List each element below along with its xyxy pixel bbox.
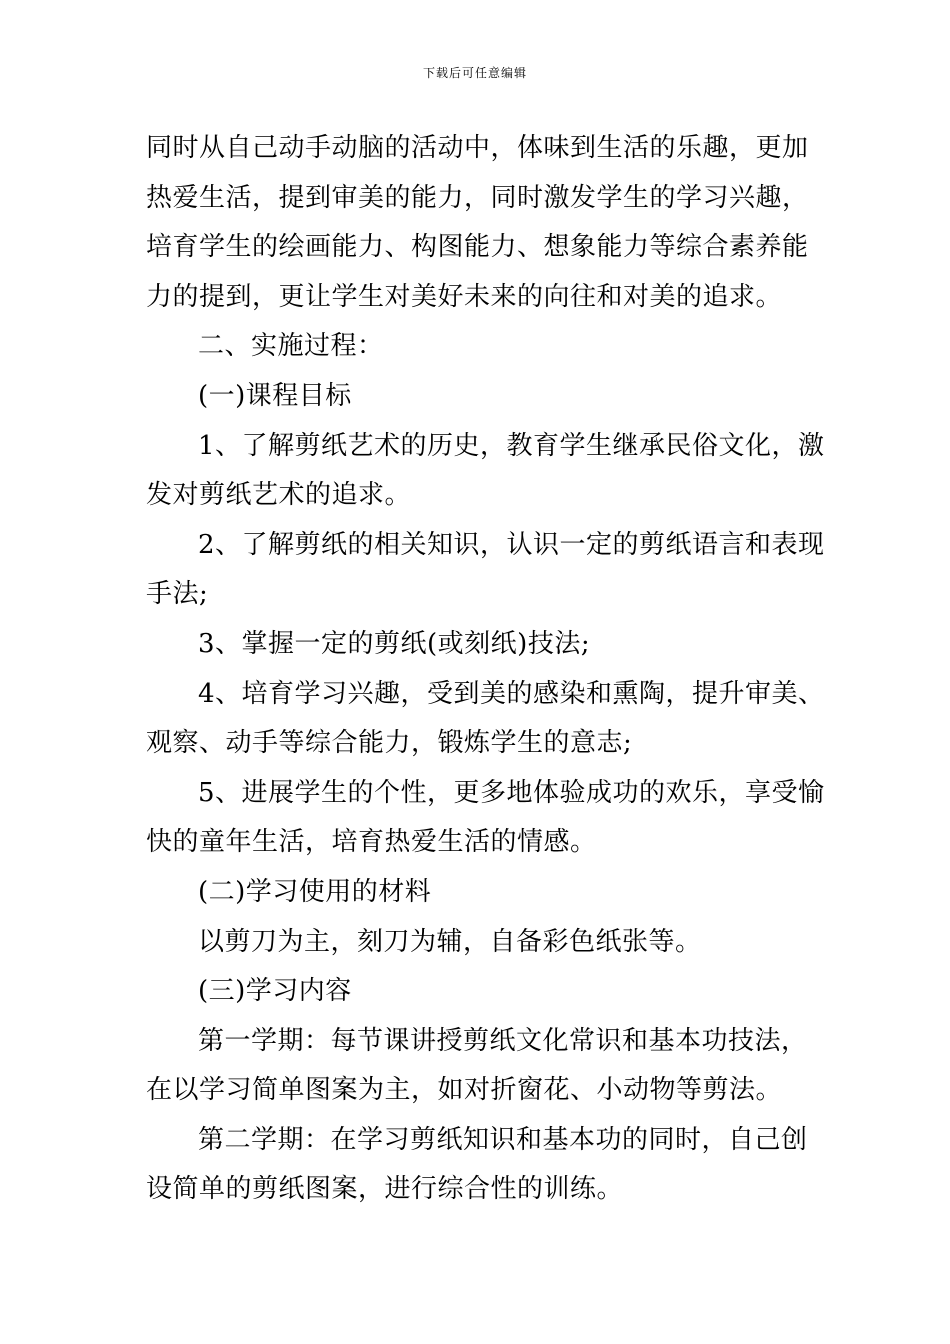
text-line: 观察、动手等综合能力，锻炼学生的意志; [146,728,633,759]
text-line: 5、进展学生的个性，更多地体验成功的欢乐，享受愉 [198,777,825,808]
text-line: 第一学期：每节课讲授剪纸文化常识和基本功技法， [198,1025,808,1056]
text-line: 第二学期：在学习剪纸知识和基本功的同时，自己创 [198,1124,808,1155]
text-line: 2、了解剪纸的相关知识，认识一定的剪纸语言和表现 [198,529,825,560]
text-line: 手法; [146,579,209,610]
text-line: 设简单的剪纸图案，进行综合性的训练。 [146,1174,624,1205]
text-line: 热爱生活，提到审美的能力，同时激发学生的学习兴趣， [146,182,809,213]
text-line: 在以学习简单图案为主，如对折窗花、小动物等剪法。 [146,1075,783,1106]
header-note: 下载后可任意编辑 [422,66,527,80]
text-line: 培育学生的绘画能力、构图能力、想象能力等综合素养能 [146,232,809,263]
text-line: 3、掌握一定的剪纸(或刻纸)技法; [198,628,591,659]
text-line: 快的童年生活，培育热爱生活的情感。 [146,827,597,858]
subsection-heading: (一)课程目标 [198,380,352,411]
subsection-heading: (三)学习内容 [198,976,352,1007]
text-line: 力的提到，更让学生对美好未来的向往和对美的追求。 [146,281,783,312]
text-line: 1、了解剪纸艺术的历史，教育学生继承民俗文化，激 [198,430,825,461]
document-body [146,124,825,1215]
text-line: 发对剪纸艺术的追求。 [146,480,412,511]
subsection-heading: (二)学习使用的材料 [198,876,432,907]
text-line: 4、培育学习兴趣，受到美的感染和熏陶，提升审美、 [198,678,825,709]
text-line: 以剪刀为主，刻刀为辅，自备彩色纸张等。 [198,926,702,957]
text-line: 同时从自己动手动脑的活动中，体味到生活的乐趣，更加 [146,133,809,163]
section-heading: 二、实施过程： [198,331,384,362]
